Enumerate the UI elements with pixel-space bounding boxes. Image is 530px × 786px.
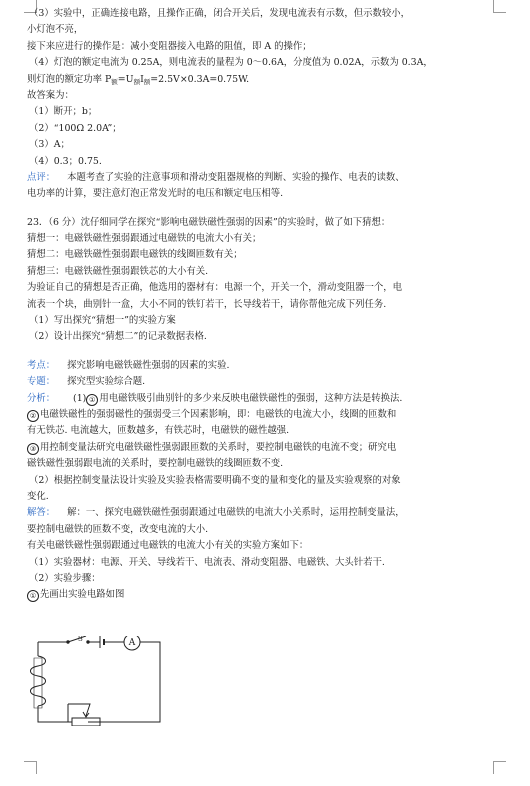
comment-line2: 电功率的计算，要注意灯泡正常发光时的电压和额定电压相等. xyxy=(27,188,284,200)
q22-step4-line1: （4）灯泡的额定电流为 0.25A，则电流表的量程为 0～0.6A，分度值为 0.02A，示数为 0.3A， xyxy=(29,57,433,69)
zhuanti-line xyxy=(27,374,501,390)
kaodian-line xyxy=(27,358,501,374)
q22-step3-line1: （3）实验中，正确连接电路，且操作正确，闭合开关后，发现电流表有示数，但示数较小， xyxy=(29,8,410,19)
comment-text: 本题考查了实验的注意事项和滑动变阻器规格的判断、实验的操作、电表的读数、 xyxy=(67,171,405,183)
q23-verify-line2: 流表一个块，曲别针一盒，大小不同的铁钉若干，长导线若干，请你帮他完成下列任务. xyxy=(27,298,387,310)
kaodian-text: 探究影响电磁铁磁性强弱的因素的实验. xyxy=(67,359,230,371)
crop-mark-bottom-left xyxy=(24,761,37,774)
fenxi-text: 用控制变量法研究电磁铁磁性强弱跟匝数的关系时，要控制电磁铁的电流不变；研究电 xyxy=(40,441,397,453)
jieda-line2: 要控制电磁铁的匝数不变，改变电流的大小. xyxy=(27,523,209,535)
jieda-text: 解：一、探究电磁铁磁性强弱跟通过电磁铁的电流大小关系时，运用控制变量法， xyxy=(67,507,405,519)
q23-title: 23．（6 分）沈仔细同学在探究“影响电磁铁磁性强弱的因素”的实验时，做了如下猜想： xyxy=(27,216,391,228)
switch-label: S xyxy=(78,636,83,643)
answer-heading: 故答案为： xyxy=(27,89,74,101)
circled-number: ② xyxy=(27,410,39,422)
jieda-label: 解答： xyxy=(27,507,56,519)
power-formula-sub: 额 xyxy=(143,77,151,86)
answer-1: （1）断开；b； xyxy=(29,106,98,118)
fenxi-line4 xyxy=(27,440,501,456)
q22-step3-line2: 小灯泡不亮， xyxy=(27,24,84,36)
fenxi-text: 用电磁铁吸引曲别针的多少来反映电磁铁磁性的强弱，这种方法是转换法. xyxy=(99,392,403,404)
answer-3: （3）A； xyxy=(29,139,70,151)
document-body xyxy=(27,6,501,604)
fenxi-text: 电磁铁磁性的强弱磁性的强弱受三个因素影响，即：电磁铁的电流大小，线圈的匝数和 xyxy=(40,408,397,420)
comment-label: 点评： xyxy=(27,171,56,183)
power-formula-part: I xyxy=(140,73,144,85)
power-formula-sub: 额 xyxy=(111,77,118,86)
q23-guess2: 猜想二：电磁铁磁性强弱跟电磁铁的线圈匝数有关； xyxy=(27,249,243,261)
circled-number: ① xyxy=(86,394,98,406)
power-formula-sub: 额 xyxy=(133,77,141,86)
jieda-line1 xyxy=(27,505,501,521)
q22-step3-line3: 接下来应进行的操作是：减小变阻器接入电路的阻值，即 A 的操作； xyxy=(27,40,312,52)
q23-task1: （1）写出探究“猜想一”的实验方案 xyxy=(29,315,176,327)
circled-number: ③ xyxy=(27,443,39,455)
zhuanti-text: 探究型实验综合题. xyxy=(67,376,146,388)
power-formula-part: 则灯泡的额定功率 P xyxy=(27,73,112,85)
zhuanti-label: 专题： xyxy=(27,376,56,388)
q23-verify-line1: 为验证自己的猜想是否正确，他选用的器材有：电源一个，开关一个，滑动变阻器一个，电 xyxy=(27,282,403,294)
q23-guess1: 猜想一：电磁铁磁性强弱跟通过电磁铁的电流大小有关； xyxy=(27,233,262,245)
circuit-wire xyxy=(38,706,72,722)
comment-line1 xyxy=(27,170,501,186)
plan-step1-text: 先画出实验电路如图 xyxy=(40,589,125,601)
fenxi-label: 分析： xyxy=(27,392,56,404)
rheostat-slider-icon xyxy=(68,704,90,716)
plan-steps: （2）实验步骤： xyxy=(29,572,101,584)
spacer xyxy=(27,203,501,215)
fenxi-line2 xyxy=(27,407,501,423)
plan-materials: （1）实验器材：电源、开关、导线若干、电流表、滑动变阻器、电磁铁、大头针若干. xyxy=(29,556,385,568)
q23-guess3: 猜想三：电磁铁磁性强弱跟铁芯的大小有关. xyxy=(27,265,209,277)
electromagnet-coil-icon xyxy=(31,656,46,706)
fenxi-line5: 磁铁磁性强弱跟电流的关系时，要控制电磁铁的线圈匝数不变. xyxy=(27,458,284,470)
q23-task2: （2）设计出探究“猜想二”的记录数据表格. xyxy=(29,331,207,343)
answer-4: （4）0.3；0.75. xyxy=(29,155,102,167)
plan-step1 xyxy=(27,587,501,603)
fenxi-num: (1) xyxy=(73,392,87,404)
spacer xyxy=(27,346,501,358)
circuit-diagram xyxy=(28,636,168,726)
circled-number: ① xyxy=(27,590,39,602)
answer-2: （2）“100Ω 2.0A”； xyxy=(29,122,122,134)
fenxi-line7: 变化. xyxy=(27,490,49,502)
q22-step4-line2 xyxy=(27,72,501,88)
kaodian-label: 考点： xyxy=(27,359,56,371)
plan-title: 有关电磁铁磁性强弱跟通过电磁铁的电流大小有关的实验方案如下： xyxy=(27,540,309,552)
switch-icon xyxy=(68,636,86,642)
power-formula-part: =2.5V×0.3A=0.75W. xyxy=(150,73,250,85)
fenxi-line3: 有无铁芯. 电流越大，匝数越多，有铁芯时，电磁铁的磁性越强. xyxy=(27,425,290,437)
fenxi-line6: （2）根据控制变量法设计实验及实验表格需要明确不变的量和变化的量及实验观察的对象 xyxy=(29,474,401,486)
ammeter-label: A xyxy=(128,638,136,648)
power-formula-part: =U xyxy=(117,73,134,85)
crop-mark-bottom-right xyxy=(493,761,506,774)
fenxi-line1 xyxy=(27,391,501,407)
circuit-wire xyxy=(88,642,160,722)
switch-contact xyxy=(67,641,69,643)
